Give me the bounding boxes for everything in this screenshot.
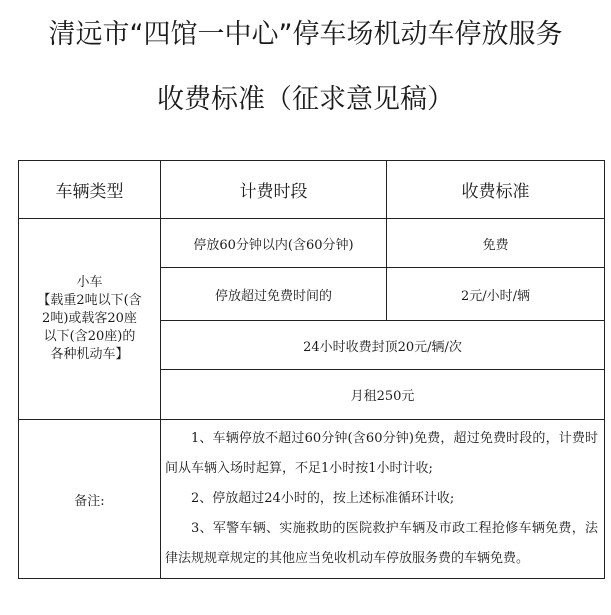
- billing-period-paid: 停放超过免费时间的: [161, 268, 387, 321]
- remark-note: 1、车辆停放不超过60分钟(含60分钟)免费，超过免费时段的，计费时间从车辆入场时起算，不足1小时按1小时计收;: [165, 431, 598, 476]
- vehicle-type-cell: [19, 219, 161, 420]
- remark-note: 3、军警车辆、实施救助的医院救护车辆及市政工程抢修车辆免费，法律法规规章规定的其他应当免收机动车停放服务费的车辆免费。: [165, 521, 598, 566]
- vehicle-type-line: 各种机动车】: [50, 347, 129, 362]
- header-billing-period: 计费时段: [161, 161, 387, 219]
- remark-label: 备注:: [19, 420, 161, 579]
- billing-period-free: 停放60分钟以内(含60分钟): [161, 219, 387, 268]
- vehicle-type-line: 以下(含20座)的: [43, 329, 136, 344]
- monthly-rent: 月租250元: [161, 370, 605, 420]
- vehicle-type-line: 小车: [76, 275, 103, 290]
- remarks-row: [19, 420, 605, 579]
- header-vehicle-type: 车辆类型: [19, 161, 161, 219]
- vehicle-type-line: 2吨)或载客20座: [42, 311, 137, 326]
- remark-note: 2、停放超过24小时的，按上述标准循环计收;: [191, 491, 455, 506]
- fee-standard-table: [18, 160, 605, 579]
- fee-hourly: 2元/小时/辆: [387, 268, 605, 321]
- table-header-row: [19, 161, 605, 219]
- remarks-content: [161, 420, 605, 579]
- vehicle-type-line: 【载重2吨以下(含: [37, 293, 142, 308]
- header-fee-standard: 收费标准: [387, 161, 605, 219]
- document-title-line1: 清远市“四馆一中心”停车场机动车停放服务: [48, 19, 563, 50]
- table-row: [19, 219, 605, 268]
- fee-free: 免费: [387, 219, 605, 268]
- daily-cap: 24小时收费封顶20元/辆/次: [161, 321, 605, 370]
- document-title-line2: 收费标准（征求意见稿）: [157, 84, 454, 115]
